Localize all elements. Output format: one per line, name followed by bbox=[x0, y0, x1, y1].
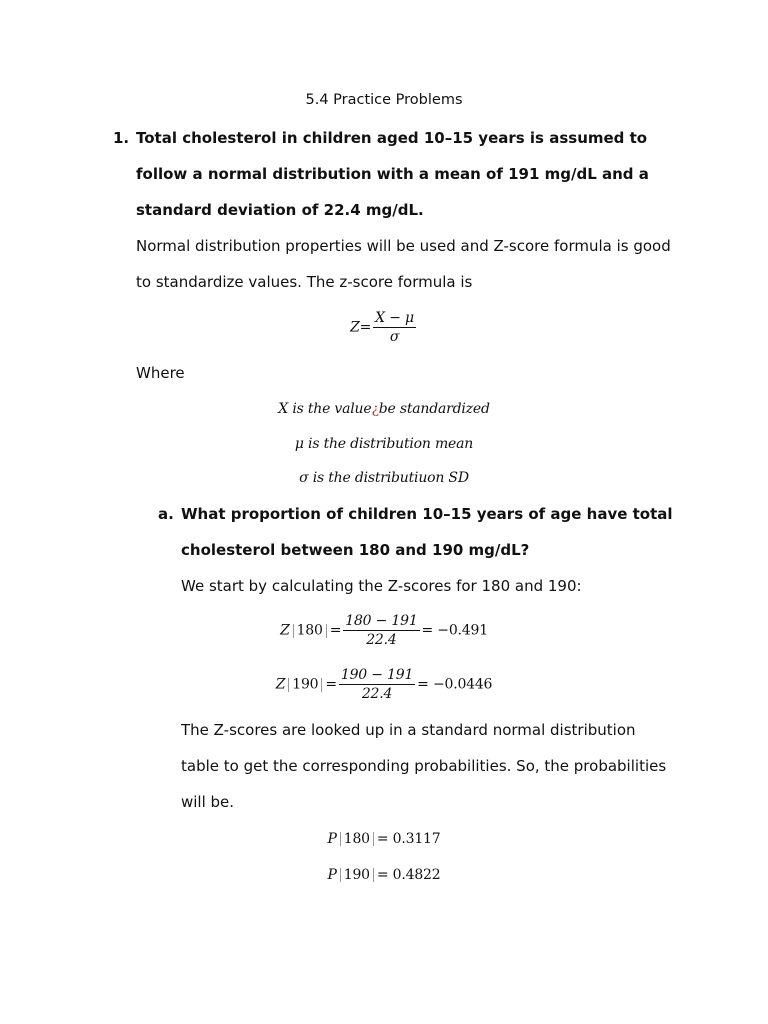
paren-left bbox=[293, 624, 294, 638]
z180-numerator: 180 − 191 bbox=[345, 613, 418, 629]
question-line-2: follow a normal distribution with a mean of 191 mg/dL and a bbox=[136, 165, 649, 183]
z190-lhs: Z bbox=[275, 676, 286, 693]
z190-numerator: 190 − 191 bbox=[340, 667, 414, 683]
paren-left bbox=[340, 868, 341, 882]
p190-formula bbox=[0, 867, 768, 883]
paren-left bbox=[288, 678, 289, 692]
formula-denominator: σ bbox=[389, 329, 400, 345]
formula-numerator: X − μ bbox=[375, 310, 414, 326]
paren-right bbox=[326, 624, 327, 638]
formula-fraction bbox=[373, 310, 416, 345]
subquestion-line-2: cholesterol between 180 and 190 mg/dL? bbox=[181, 541, 530, 559]
formula-lhs: Z bbox=[350, 319, 360, 336]
z190-arg: 190 bbox=[292, 676, 319, 693]
question-line-1: Total cholesterol in children aged 10–15 years is assumed to bbox=[136, 129, 648, 147]
p180-lhs: P bbox=[327, 831, 337, 847]
p190-lhs: P bbox=[327, 867, 337, 883]
p180-arg: 180 bbox=[343, 831, 370, 847]
z180-formula: Z 180 = $\frac{180 - 191}{22.4}$ = −0.491 bbox=[280, 613, 488, 648]
step1-text: We start by calculating the Z-scores for 180 and 190: bbox=[181, 577, 582, 595]
step2-line-2: table to get the corresponding probabilities. So, the probabilities bbox=[181, 757, 667, 775]
paren-right bbox=[321, 678, 322, 692]
intro-line-1: Normal distribution properties will be used and Z-score formula is good bbox=[136, 237, 671, 255]
z190-fraction bbox=[339, 667, 415, 702]
definition-x-part-a: X is the value bbox=[278, 401, 372, 417]
paren-right bbox=[373, 868, 374, 882]
definition-x bbox=[0, 401, 768, 417]
p190-result: = 0.4822 bbox=[376, 867, 441, 883]
paren-left bbox=[340, 832, 341, 846]
intro-line-2: to standardize values. The z-score formula is bbox=[136, 273, 473, 291]
zscore-formula bbox=[0, 310, 768, 345]
where-label: Where bbox=[136, 364, 185, 382]
definition-x-part-b: be standardized bbox=[378, 401, 490, 417]
z180-denominator: 22.4 bbox=[366, 632, 397, 648]
p180-formula bbox=[0, 831, 768, 847]
definition-x-glyph: ¿ bbox=[371, 401, 379, 417]
z190-denominator: 22.4 bbox=[361, 686, 393, 702]
subquestion-letter: a. bbox=[158, 505, 174, 523]
subquestion-line-1: What proportion of children 10–15 years of age have total bbox=[181, 505, 673, 523]
question-number: 1. bbox=[113, 129, 130, 147]
z180-result: = −0.491 bbox=[421, 622, 488, 639]
step2-line-1: The Z-scores are looked up in a standard normal distribution bbox=[181, 721, 636, 739]
page-title: 5.4 Practice Problems bbox=[305, 92, 463, 108]
formula-eq: = bbox=[359, 319, 372, 336]
z190-formula: Z 190 = $\frac{190 - 191}{22.4}$ = −0.0446 bbox=[275, 667, 493, 702]
paren-right bbox=[373, 832, 374, 846]
z180-lhs: Z bbox=[280, 622, 290, 639]
z190-result: = −0.0446 bbox=[417, 676, 493, 693]
z180-arg: 180 bbox=[296, 622, 323, 639]
definition-mu: μ is the distribution mean bbox=[294, 436, 474, 452]
p190-arg: 190 bbox=[343, 867, 370, 883]
step2-line-3: will be. bbox=[181, 793, 235, 811]
question-line-3: standard deviation of 22.4 mg/dL. bbox=[136, 201, 424, 219]
p180-result: = 0.3117 bbox=[376, 831, 441, 847]
definition-sigma: σ is the distributiuon SD bbox=[299, 470, 469, 486]
z180-fraction bbox=[343, 613, 419, 648]
